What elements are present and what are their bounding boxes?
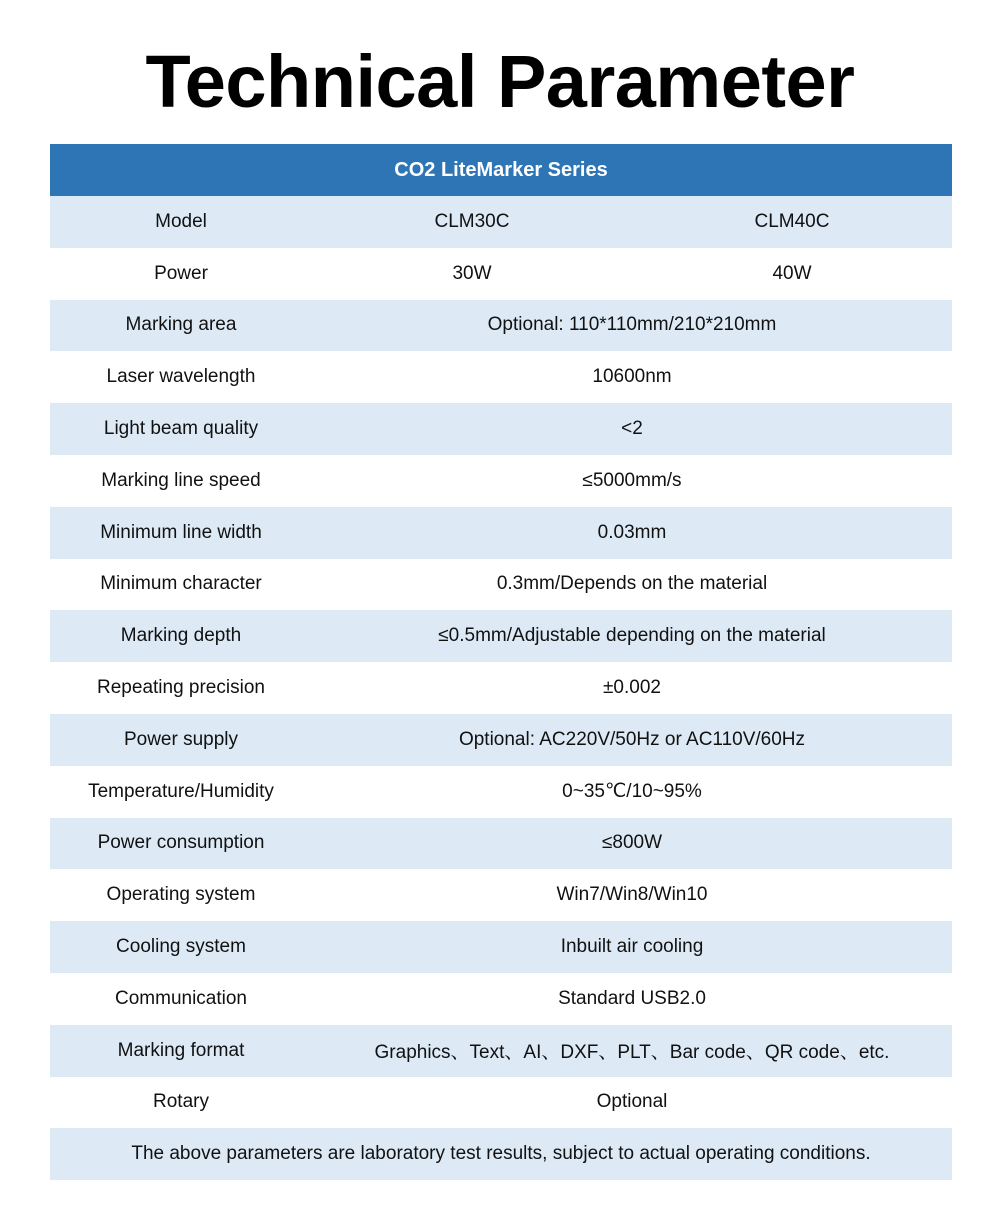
- spec-label: Marking line speed: [101, 469, 261, 491]
- spec-row-power: [50, 248, 952, 300]
- spec-label: Power consumption: [97, 832, 265, 854]
- spec-label: Minimum character: [100, 573, 262, 595]
- spec-label: Marking format: [117, 1039, 245, 1061]
- spec-value: ≤800W: [601, 832, 663, 854]
- spec-value: Graphics、Text、AI、DXF、PLT、Bar code、QR code、etc.: [374, 1042, 890, 1064]
- spec-row: [50, 300, 952, 352]
- spec-value: ±0.002: [603, 677, 661, 699]
- spec-row: [50, 714, 952, 766]
- spec-table: [50, 144, 952, 1180]
- spec-row-model: [50, 196, 952, 248]
- series-header: CO2 LiteMarker Series: [50, 144, 952, 196]
- disclaimer-note: The above parameters are laboratory test results, subject to actual operating conditions.: [50, 1128, 952, 1180]
- spec-row: [50, 662, 952, 714]
- spec-label: Minimum line width: [100, 521, 262, 543]
- spec-label: Laser wavelength: [106, 366, 256, 388]
- spec-row: [50, 921, 952, 973]
- spec-label: Operating system: [106, 884, 256, 906]
- spec-value: Optional: [596, 1091, 668, 1113]
- model-values: [312, 211, 952, 233]
- spec-value: Win7/Win8/Win10: [556, 884, 708, 906]
- spec-value: Standard USB2.0: [558, 987, 706, 1009]
- spec-value: 0.03mm: [597, 521, 667, 543]
- spec-label: Power: [154, 262, 208, 284]
- spec-row: [50, 973, 952, 1025]
- spec-label: Repeating precision: [97, 677, 265, 699]
- spec-row: [50, 766, 952, 818]
- spec-label: Marking depth: [120, 625, 242, 647]
- spec-value: 0.3mm/Depends on the material: [496, 573, 768, 595]
- spec-row: [50, 818, 952, 870]
- spec-value: <2: [621, 418, 643, 440]
- spec-row: [50, 559, 952, 611]
- spec-value: Optional: AC220V/50Hz or AC110V/60Hz: [458, 728, 806, 750]
- spec-row: [50, 507, 952, 559]
- spec-label: Communication: [115, 987, 247, 1009]
- power-values: [312, 263, 952, 285]
- spec-row: [50, 1025, 952, 1077]
- spec-row: [50, 403, 952, 455]
- power-value-30w: 30W: [452, 262, 492, 284]
- spec-label: Power supply: [123, 728, 239, 750]
- spec-label: Rotary: [153, 1091, 209, 1113]
- spec-row: [50, 869, 952, 921]
- spec-value: 10600nm: [592, 366, 672, 388]
- spec-value: 0~35℃/10~95%: [562, 781, 702, 803]
- spec-row: [50, 455, 952, 507]
- spec-label: Light beam quality: [103, 418, 259, 440]
- spec-row: [50, 610, 952, 662]
- spec-value: Optional: 110*110mm/210*210mm: [487, 314, 777, 336]
- spec-label: Marking area: [125, 314, 237, 336]
- power-value-40w: 40W: [772, 262, 812, 284]
- spec-label: Cooling system: [116, 936, 246, 958]
- spec-value: Inbuilt air cooling: [560, 936, 704, 958]
- model-value-clm30c: CLM30C: [434, 210, 510, 232]
- spec-value: ≤5000mm/s: [582, 469, 682, 491]
- model-value-clm40c: CLM40C: [754, 210, 830, 232]
- spec-row: [50, 351, 952, 403]
- spec-label: Temperature/Humidity: [88, 780, 274, 802]
- spec-label: Model: [155, 210, 207, 232]
- spec-value: ≤0.5mm/Adjustable depending on the material: [438, 625, 826, 647]
- spec-row: [50, 1077, 952, 1129]
- page-title: Technical Parameter: [145, 40, 855, 123]
